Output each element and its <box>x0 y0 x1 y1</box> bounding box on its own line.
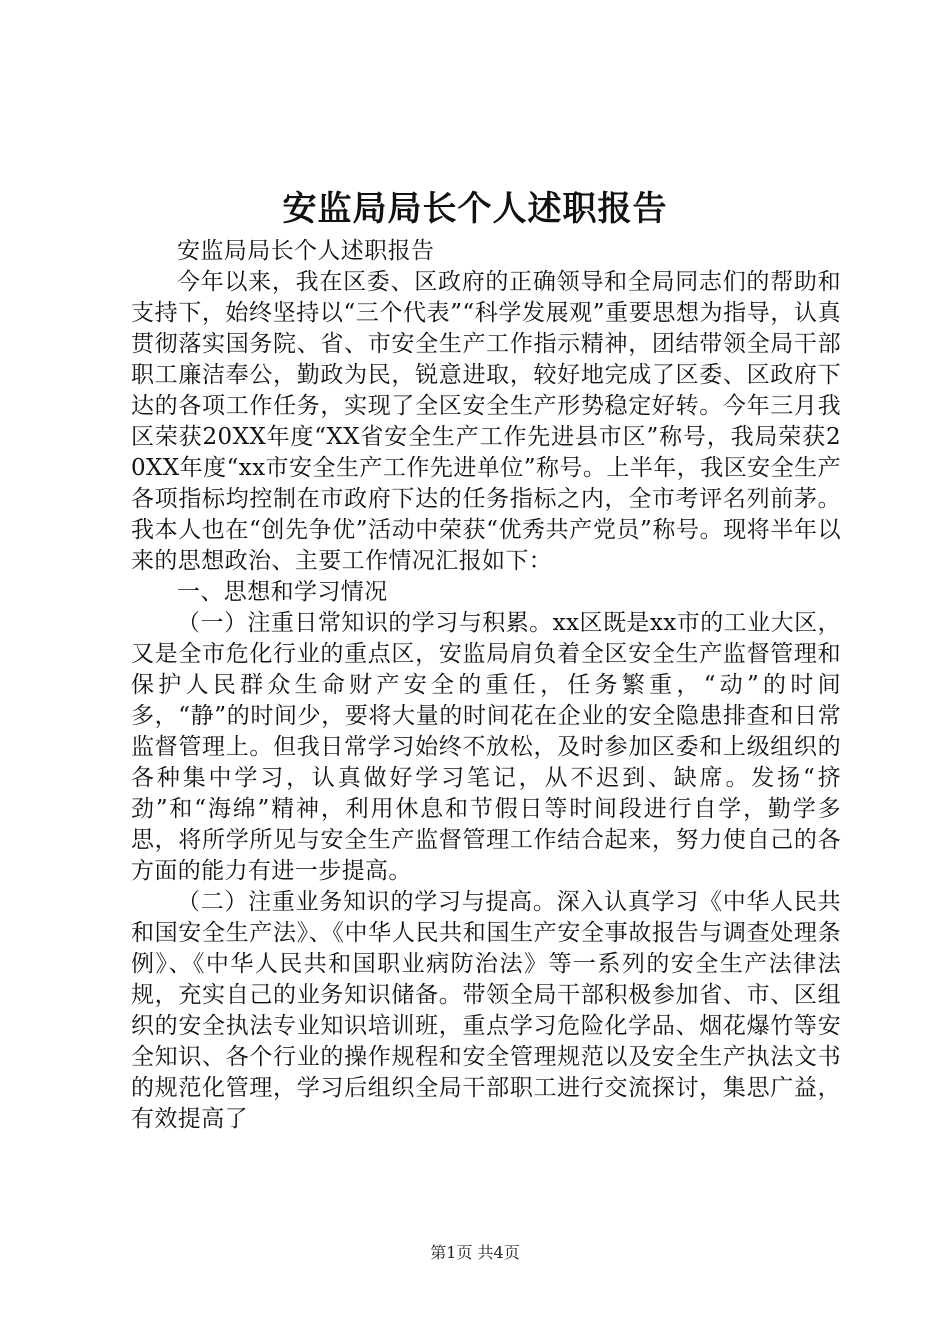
page-number-footer: 第1页 共4页 <box>430 1243 520 1262</box>
section-heading-thought-study: 一、思想和学习情况 <box>177 579 388 605</box>
document-body <box>131 236 841 1135</box>
document-title: 安监局局长个人述职报告 <box>282 189 668 229</box>
body-paragraph-subtitle: 安监局局长个人述职报告 <box>177 238 435 264</box>
body-paragraph-intro: 今年以来，我在区委、区政府的正确领导和全局同志们的帮助和支持下，始终坚持以“三个代表”“科学发展观”重要思想为指导，认真贯彻落实国务院、省、市安全生产工作指示精神，团结带领全局干部职工廉洁奉公，勤政为民，锐意进取，较好地完成了区委、区政府下达的各项工作任务，实现了全区安全生产形势稳定好转。今年三月我区荣获20XX年度“XX省安全生产工作先进县市区”称号，我局荣获20XX年度“xx市安全生产工作先进单位”称号。上半年，我区安全生产各项指标均控制在市政府下达的任务指标之内，全市考评名列前茅。我本人也在“创先争优”活动中荣获“优秀共产党员”称号。现将半年以来的思想政治、主要工作情况汇报如下： <box>131 269 841 574</box>
body-paragraph-daily-study: （一）注重日常知识的学习与积累。xx区既是xx市的工业大区，又是全市危化行业的重点区，安监局肩负着全区安全生产监督管理和保护人民群众生命财产安全的重任，任务繁重，“动”的时间多，“静”的时间少，要将大量的时间花在企业的安全隐患排查和日常监督管理上。但我日常学习始终不放松，及时参加区委和上级组织的各种集中学习，认真做好学习笔记，从不迟到、缺席。发扬“挤劲”和“海绵”精神，利用休息和节假日等时间段进行自学，勤学多思，将所学所见与安全生产监督管理工作结合起来，努力使自己的各方面的能力有进一步提高。 <box>131 610 841 884</box>
body-paragraph-business-study: （二）注重业务知识的学习与提高。深入认真学习《中华人民共和国安全生产法》、《中华人民共和国生产安全事故报告与调查处理条例》、《中华人民共和国职业病防治法》等一系列的安全生产法律法规，充实自己的业务知识储备。带领全局干部积极参加省、市、区组织的安全执法专业知识培训班，重点学习危险化学品、烟花爆竹等安全知识、各个行业的操作规程和安全管理规范以及安全生产执法文书的规范化管理，学习后组织全局干部职工进行交流探讨，集思广益，有效提高了 <box>131 889 841 1132</box>
